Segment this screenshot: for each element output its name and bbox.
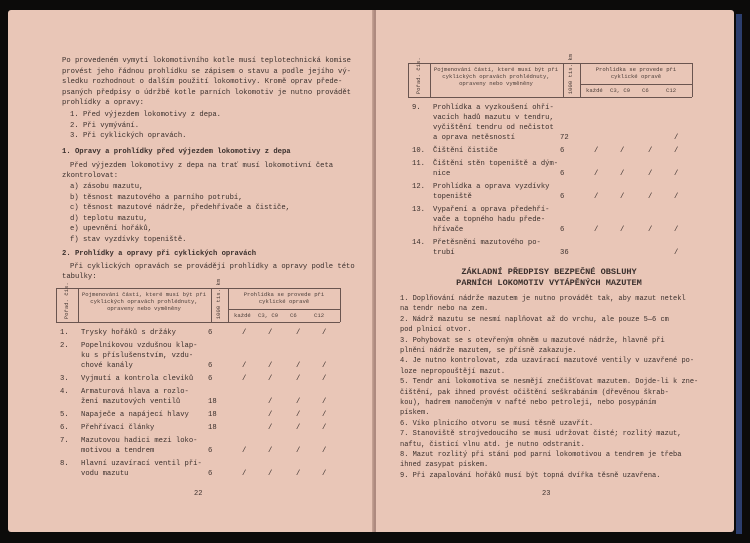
row-km-value: 18: [208, 398, 217, 406]
row-part-name: vodu mazutu: [81, 470, 129, 478]
section-heading: 1. Opravy a prohlídky před výjezdem lokomotivy z depa: [62, 147, 291, 156]
list-item: f) stav vyzdívky topeniště.: [70, 236, 187, 244]
safety-rule-line: 2. Nádrž mazutu se nesmí naplňovat až do vrchu, ale pouze 5—6 cm: [400, 315, 669, 324]
row-inspection-mark: /: [594, 147, 599, 155]
row-part-name: vacích hadů mazutu v tendru,: [433, 114, 554, 122]
table-rule: [692, 63, 693, 97]
row-km-value: 6: [208, 362, 213, 370]
table-rule: [56, 288, 57, 322]
row-part-name: vače a topného hadu přede-: [433, 216, 546, 224]
row-inspection-mark: /: [620, 193, 625, 201]
safety-rule-line: na tendr nebo na zem.: [400, 305, 489, 314]
list-item: e) upevnění hořáků,: [70, 225, 152, 234]
row-inspection-mark: /: [268, 411, 273, 419]
row-inspection-mark: /: [296, 398, 301, 406]
row-part-name: motivou a tendrem: [81, 447, 155, 455]
row-number: 10.: [412, 147, 425, 155]
intro-line: Po provedeném vymytí lokomotivního kotle musí teplotechnická komise: [62, 57, 351, 65]
row-part-name: ku s příslušenstvím, vzdu-: [81, 352, 194, 360]
table-rule: [563, 63, 564, 97]
row-inspection-mark: /: [296, 329, 301, 337]
row-inspection-mark: /: [268, 447, 273, 455]
row-km-value: 36: [560, 249, 569, 257]
row-number: 12.: [412, 183, 425, 191]
column-header-part-name: Pojmenování částí, které musí být při cyklických opravách prohlédnuty, opraveny nebo vyměněny: [433, 66, 559, 87]
row-inspection-mark: /: [674, 193, 679, 201]
row-number: 2.: [60, 342, 69, 350]
row-inspection-mark: /: [674, 249, 679, 257]
column-header-km: 1000 tis. km: [214, 278, 222, 320]
safety-rule-line: 5. Tendr ani lokomotiva se nesmějí znečišťovat mazutem. Dojde-li k zne-: [400, 378, 699, 387]
table-rule: [56, 288, 340, 289]
row-part-name: Čištění stěn topeniště a dým-: [433, 160, 559, 168]
row-inspection-mark: /: [620, 226, 625, 234]
column-header-inspection: Prohlídka se provede při cyklické opravě: [243, 291, 325, 305]
row-part-name: trubí: [433, 249, 455, 257]
column-header-km: 1000 tis. km: [566, 53, 574, 95]
row-part-name: nice: [433, 170, 451, 178]
table-rule: [430, 63, 431, 97]
row-inspection-mark: /: [242, 362, 247, 370]
row-inspection-mark: /: [242, 329, 247, 337]
row-number: 7.: [60, 437, 69, 445]
row-km-value: 6: [560, 193, 565, 201]
column-header-number: Pořad. čís.: [414, 57, 422, 95]
safety-rule-line: 7. Stanoviště strojvedoucího se musí udržovat čisté; rozlitý mazut,: [400, 430, 682, 439]
row-number: 1.: [60, 329, 69, 337]
safety-rule-line: loze nepropouštějí mazut.: [400, 367, 506, 376]
column-header-repair-type: C12: [666, 87, 677, 94]
column-header-part-name: Pojmenování částí, které musí být při cyklických opravách prohlédnuty, opraveny nebo vyměněny: [81, 291, 207, 312]
table-rule: [408, 97, 692, 98]
para-line: Při cyklických opravách se provádějí prohlídky a opravy podle této: [70, 262, 355, 271]
row-number: 8.: [60, 460, 69, 468]
row-inspection-mark: /: [242, 375, 247, 383]
column-header-repair-type: C12: [314, 312, 325, 319]
row-inspection-mark: /: [296, 362, 301, 370]
safety-rule-line: 1. Doplňování nádrže mazutem je nutno provádět tak, aby mazut netekl: [400, 295, 686, 303]
row-inspection-mark: /: [268, 375, 273, 383]
safety-rule-line: ihned zasypat pískem.: [400, 461, 489, 470]
row-part-name: hřívače: [433, 226, 464, 234]
list-item: a) zásobu mazutu,: [70, 183, 144, 191]
row-inspection-mark: /: [594, 170, 599, 178]
page-number: 23: [542, 490, 551, 498]
safety-rule-line: 8. Mazut rozlitý při stání pod parní lokomotivou a tendrem je třeba: [400, 451, 682, 459]
row-part-name: Popelníkovou vzdušnou klap-: [81, 342, 198, 350]
row-part-name: Přehřívací články: [81, 424, 155, 432]
row-inspection-mark: /: [674, 147, 679, 155]
safety-rule-line: naftu, čisticí vlnu atd. je nutno odstranit.: [400, 440, 585, 449]
safety-heading: PARNÍCH LOKOMOTIV VYTÁPĚNÝCH MAZUTEM: [456, 278, 642, 288]
row-km-value: 18: [208, 411, 217, 419]
row-km-value: 18: [208, 424, 217, 432]
intro-line: prohlídky a opravy:: [62, 99, 144, 108]
row-km-value: 6: [560, 226, 565, 234]
column-header-number: Pořad. čís.: [62, 282, 70, 320]
row-inspection-mark: /: [296, 424, 301, 432]
row-km-value: 6: [560, 170, 565, 178]
row-part-name: žení mazutových ventilů: [81, 398, 181, 406]
row-number: 4.: [60, 388, 69, 396]
column-header-repair-type: C6: [290, 312, 297, 319]
table-rule: [228, 288, 229, 322]
intro-line: provést jeho řádnou prohlídku se zápisem o stavu a podle jejího vý-: [62, 67, 351, 76]
table-rule: [580, 63, 581, 97]
row-inspection-mark: /: [268, 398, 273, 406]
row-km-value: 6: [208, 470, 213, 478]
row-inspection-mark: /: [296, 470, 301, 478]
row-part-name: Prohlídka a vyzkoušení ohří-: [433, 104, 554, 112]
row-part-name: chové kanály: [81, 362, 133, 370]
row-inspection-mark: /: [268, 329, 273, 337]
row-part-name: Mazutovou hadici mezi loko-: [81, 437, 198, 445]
section-heading: 2. Prohlídky a opravy při cyklických opravách: [62, 249, 257, 258]
row-part-name: Armaturová hlava a rozlo-: [81, 388, 189, 396]
right-page: [376, 10, 734, 532]
page-number: 22: [194, 490, 203, 498]
row-inspection-mark: /: [296, 375, 301, 383]
para-line: zkontrolovat:: [62, 172, 119, 181]
row-number: 9.: [412, 104, 421, 112]
row-part-name: Prohlídka a oprava vyzdívky: [433, 183, 550, 191]
safety-rule-line: pískem.: [400, 409, 430, 418]
row-inspection-mark: /: [620, 170, 625, 178]
book-cover-edge: [736, 14, 742, 534]
column-header-repair-type: C3, C9: [610, 87, 631, 94]
row-inspection-mark: /: [648, 170, 653, 178]
row-inspection-mark: /: [594, 193, 599, 201]
row-inspection-mark: /: [674, 226, 679, 234]
list-item: b) těsnost mazutového a parního potrubí,: [70, 193, 243, 202]
row-km-value: 6: [208, 375, 213, 383]
table-rule: [228, 309, 340, 310]
list-item: 3. Při cyklických opravách.: [70, 132, 187, 141]
row-part-name: Čištění čističe: [433, 147, 498, 155]
safety-rule-line: 4. Je nutno kontrolovat, zda uzavírací mazutové ventily v uzavřené po-: [400, 357, 695, 366]
row-number: 3.: [60, 375, 69, 383]
row-part-name: Hlavní uzavírací ventil pří-: [81, 460, 202, 468]
row-number: 6.: [60, 424, 69, 432]
row-km-value: 6: [208, 447, 213, 455]
safety-rule-line: čištění, pak ihned provést očištění seškrabáním (dřevěnou škrab-: [400, 388, 669, 397]
row-inspection-mark: /: [242, 447, 247, 455]
row-inspection-mark: /: [296, 411, 301, 419]
table-rule: [56, 322, 340, 323]
row-km-value: 6: [560, 147, 565, 155]
row-inspection-mark: /: [268, 424, 273, 432]
list-item: c) těsnost mazutové nádrže, předehřívače a čističe,: [70, 204, 290, 213]
table-rule: [408, 63, 409, 97]
row-number: 14.: [412, 239, 425, 247]
list-item: 2. Při vymývání.: [70, 121, 140, 130]
row-number: 11.: [412, 160, 425, 168]
safety-heading: ZÁKLADNÍ PŘEDPISY BEZPEČNÉ OBSLUHY: [461, 267, 637, 277]
row-inspection-mark: /: [268, 362, 273, 370]
row-inspection-mark: /: [322, 398, 327, 406]
row-part-name: a oprava netěsností: [433, 134, 515, 142]
row-part-name: Vyjmutí a kontrola cleviků: [81, 375, 194, 383]
row-inspection-mark: /: [322, 375, 327, 383]
row-part-name: Napaječe a napájecí hlavy: [81, 411, 189, 419]
safety-rule-line: kou), hadrem namočeným v nafté nebo petroleji, nebo posypáním: [400, 399, 657, 407]
left-page: [8, 10, 374, 532]
intro-line: sledku rozhodnout o dalším použití lokomotivy. Kromě oprav přede-: [62, 78, 343, 87]
row-inspection-mark: /: [648, 147, 653, 155]
row-km-value: 6: [208, 329, 213, 337]
column-header-repair-type: každé: [234, 312, 251, 319]
table-rule: [580, 84, 692, 85]
row-inspection-mark: /: [674, 134, 679, 142]
column-header-repair-type: C3, C9: [258, 312, 279, 319]
row-inspection-mark: /: [322, 329, 327, 337]
row-inspection-mark: /: [242, 470, 247, 478]
table-rule: [78, 288, 79, 322]
row-inspection-mark: /: [268, 470, 273, 478]
safety-rule-line: 6. Víko plnicího otvoru se musí těsně uzavřít.: [400, 419, 594, 428]
row-inspection-mark: /: [322, 411, 327, 419]
row-inspection-mark: /: [648, 193, 653, 201]
row-part-name: vyčištění tendru od nečistot: [433, 124, 554, 132]
safety-rule-line: plnění nádrže mazutem, se přísně zakazuje.: [400, 347, 577, 355]
intro-line: psaných předpisy o údržbě kotle parních lokomotiv je nutno provádět: [62, 88, 351, 97]
row-inspection-mark: /: [322, 362, 327, 370]
table-rule: [408, 63, 692, 64]
row-km-value: 72: [560, 134, 569, 142]
safety-rule-line: 3. Pohybovat se s otevřeným ohněm u mazutové nádrže, hlavně při: [400, 336, 665, 345]
row-part-name: Vypaření a oprava předehří-: [433, 206, 550, 214]
para-line: tabulky:: [62, 273, 97, 282]
row-number: 13.: [412, 206, 425, 214]
column-header-repair-type: každé: [586, 87, 603, 94]
row-inspection-mark: /: [322, 470, 327, 478]
list-item: d) teplotu mazutu,: [70, 214, 148, 223]
safety-rule-line: pod plnicí otvor.: [400, 326, 472, 335]
column-header-inspection: Prohlídka se provede při cyklické opravě: [595, 66, 677, 80]
row-inspection-mark: /: [594, 226, 599, 234]
table-rule: [340, 288, 341, 322]
row-part-name: topeniště: [433, 193, 472, 201]
row-inspection-mark: /: [620, 147, 625, 155]
row-inspection-mark: /: [296, 447, 301, 455]
row-inspection-mark: /: [322, 424, 327, 432]
para-line: Před výjezdem lokomotivy z depa na trať musí lokomotivní četa: [70, 161, 334, 170]
list-item: 1. Před výjezdem lokomotivy z depa.: [70, 111, 221, 119]
row-part-name: Trysky hořáků s držáky: [81, 329, 176, 337]
table-rule: [211, 288, 212, 322]
row-inspection-mark: /: [648, 226, 653, 234]
column-header-repair-type: C6: [642, 87, 649, 94]
safety-rule-line: 9. Při zapalování hořáků musí být topná dvířka těsně uzavřena.: [400, 471, 661, 480]
row-inspection-mark: /: [322, 447, 327, 455]
row-number: 5.: [60, 411, 69, 419]
row-part-name: Přetěsnění mazutového po-: [433, 239, 541, 247]
row-inspection-mark: /: [674, 170, 679, 178]
